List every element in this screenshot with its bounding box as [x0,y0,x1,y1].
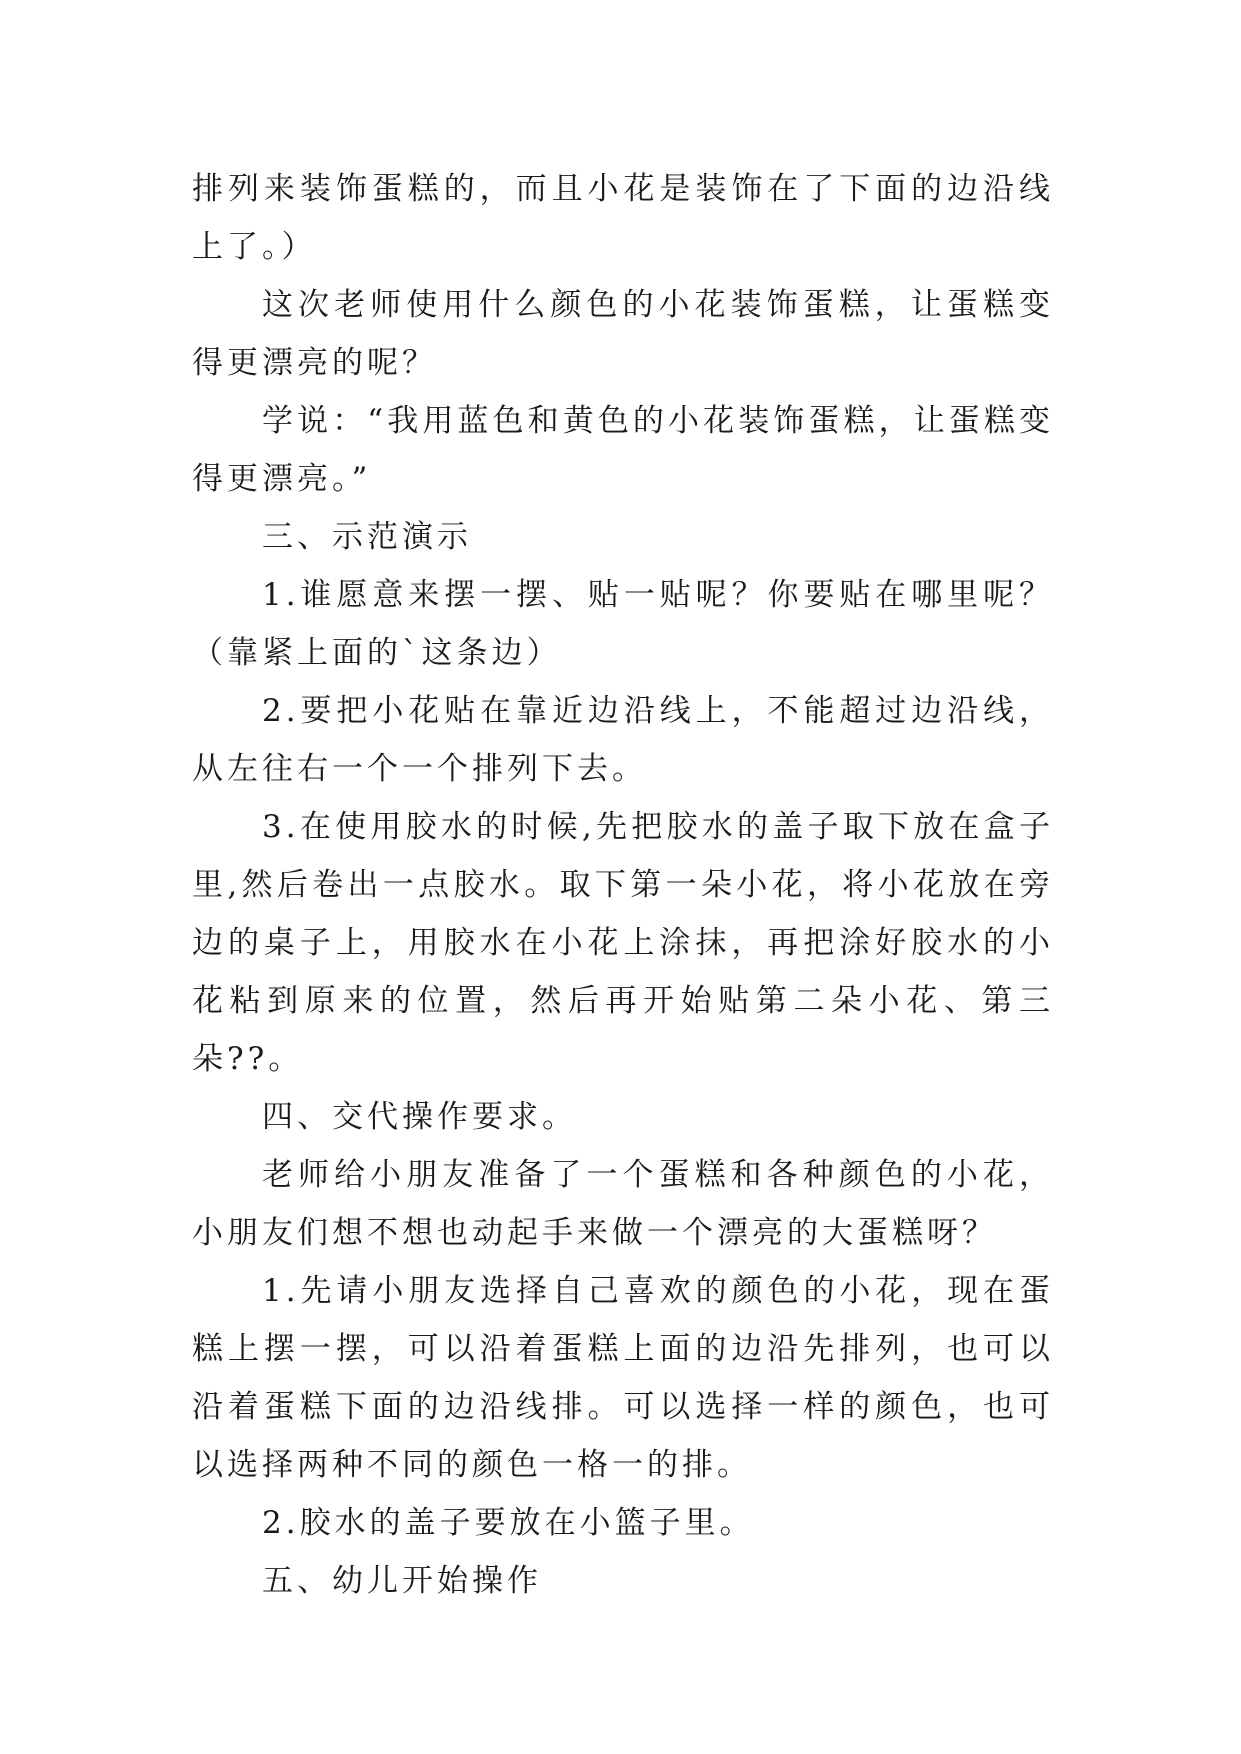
paragraph-step-3: 3.在使用胶水的时候,先把胶水的盖子取下放在盒子里,然后卷出一点胶水。取下第一朵小花，将小花放在旁边的桌子上，用胶水在小花上涂抹，再把涂好胶水的小花粘到原来的位置，然后再开始贴第二朵小花、第三朵??。 [192,809,1054,1077]
paragraph-requirement-1: 1.先请小朋友选择自己喜欢的颜色的小花，现在蛋糕上摆一摆，可以沿着蛋糕上面的边沿先排列，也可以沿着蛋糕下面的边沿线排。可以选择一样的颜色，也可以选择两种不同的颜色一格一的排。 [192,1273,1054,1483]
paragraph-step-1: 1.谁愿意来摆一摆、贴一贴呢？你要贴在哪里呢？（靠紧上面的`这条边） [192,577,1054,671]
paragraph-question: 这次老师使用什么颜色的小花装饰蛋糕，让蛋糕变得更漂亮的呢？ [192,287,1054,381]
section-heading-demonstration: 三、示范演示 [262,519,472,555]
paragraph-teacher-intro: 老师给小朋友准备了一个蛋糕和各种颜色的小花，小朋友们想不想也动起手来做一个漂亮的大蛋糕呀？ [192,1157,1054,1251]
document-body [192,160,1054,1610]
section-heading-requirements: 四、交代操作要求。 [262,1099,577,1135]
paragraph-student-answer: 学说：“我用蓝色和黄色的小花装饰蛋糕，让蛋糕变得更漂亮。” [192,403,1054,497]
section-heading-start-activity: 五、幼儿开始操作 [262,1563,542,1599]
paragraph-requirement-2: 2.胶水的盖子要放在小篮子里。 [262,1505,755,1541]
paragraph-step-2: 2.要把小花贴在靠近边沿线上，不能超过边沿线，从左往右一个一个排列下去。 [192,693,1054,787]
paragraph-continuation: 排列来装饰蛋糕的，而且小花是装饰在了下面的边沿线上了。） [192,171,1054,265]
